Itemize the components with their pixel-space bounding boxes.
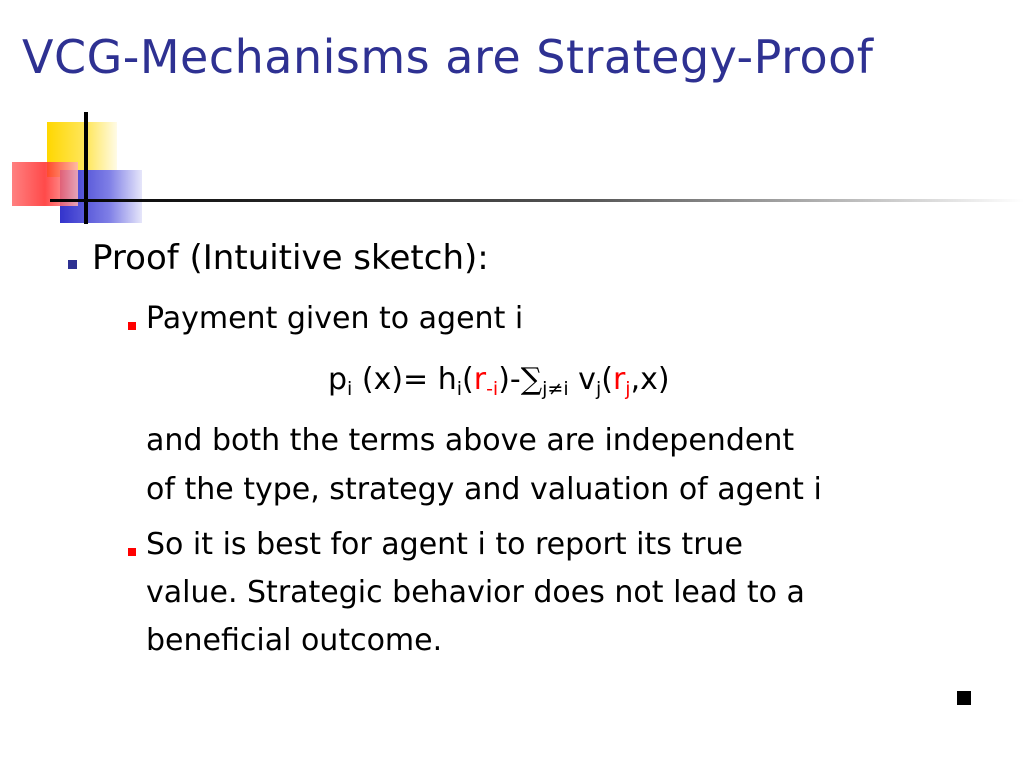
payment-text: Payment given to agent i [146, 301, 524, 336]
independence-line-2: of the type, strategy and valuation of agent i [146, 472, 822, 507]
horizontal-rule [50, 199, 1024, 202]
formula-r-minus-i: r [473, 362, 487, 397]
decorative-header-graphic [0, 108, 1024, 228]
end-of-proof-icon [957, 691, 971, 705]
conclusion-line-3: beneficial outcome. [146, 623, 443, 658]
conclusion-line-1: So it is best for agent i to report its true [146, 527, 743, 562]
formula-close-x: ,x) [630, 362, 670, 397]
formula-close-minus: )- [498, 362, 521, 397]
bullet-marker [128, 548, 136, 556]
formula-v: v [568, 362, 596, 397]
formula-r-minus-i-subscript: -i [486, 378, 499, 400]
proof-heading: Proof (Intuitive sketch): [92, 238, 489, 278]
formula-open-paren: ( [462, 362, 474, 397]
formula-p-subscript: i [347, 378, 353, 400]
formula-v-subscript: j [595, 378, 602, 400]
conclusion-line-2: value. Strategic behavior does not lead to a [146, 575, 805, 610]
formula-h-subscript: i [456, 378, 462, 400]
vertical-rule [84, 112, 88, 224]
sum-symbol: ∑ [520, 362, 543, 397]
bullet-marker [68, 260, 77, 269]
formula-r-j-subscript: j [625, 378, 631, 400]
slide-title: VCG-Mechanisms are Strategy-Proof [22, 30, 874, 84]
formula-open-paren-2: ( [601, 362, 613, 397]
payment-formula [328, 362, 670, 400]
formula-p: p [328, 362, 348, 397]
formula-r-j: r [612, 362, 626, 397]
sum-subscript: j≠i [542, 378, 569, 400]
independence-line-1: and both the terms above are independent [146, 423, 795, 458]
formula-x-eq-h: (x)= h [352, 362, 457, 397]
bullet-marker [128, 322, 136, 330]
